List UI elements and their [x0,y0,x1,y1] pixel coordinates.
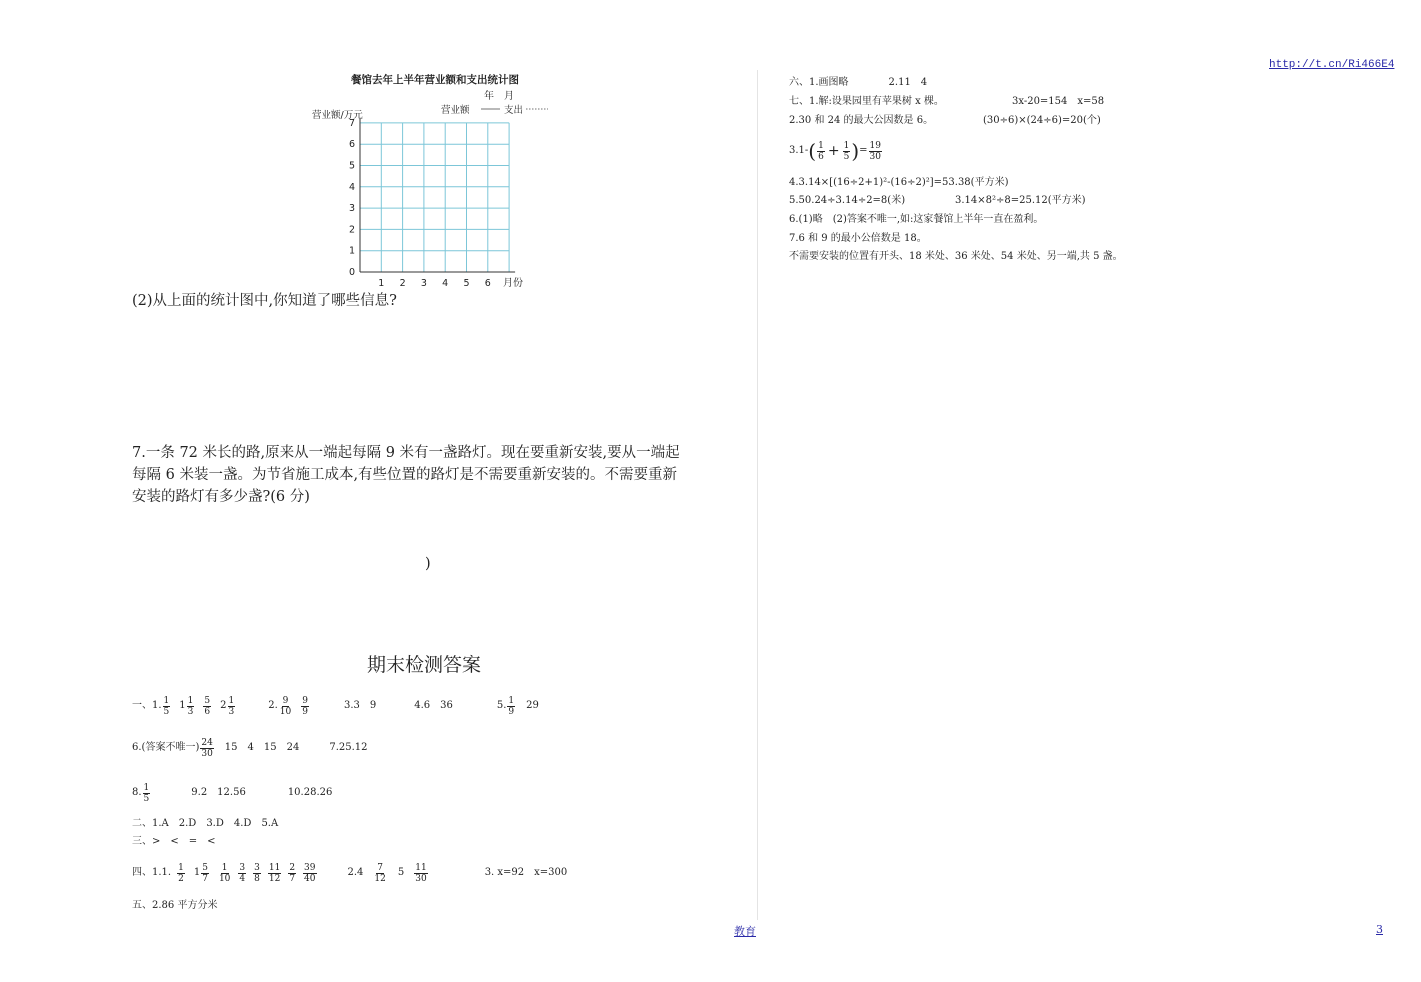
numerator: 39 [304,862,316,873]
answer-part-1-q2: 2. [268,700,278,711]
answer-part-7-q2-calc: (30÷6)×(24÷6)=20(个) [983,115,1101,126]
denominator: 7 [289,873,296,884]
denominator: 30 [415,873,427,884]
header-url-link[interactable]: http://t.cn/Ri466E4 [1269,59,1395,71]
chart-title: 餐馆去年上半年营业额和支出统计图 [351,74,519,86]
footer-link[interactable]: 教育 [734,925,756,938]
denominator: 9 [508,706,515,717]
numerator: 3 [239,862,246,873]
legend-expense-label: 支出 [504,105,524,116]
fraction [201,863,209,884]
numerator: 9 [302,695,308,706]
chart-y-axis-label: 营业额/万元 [312,110,363,121]
x-tick-label: 5 [463,278,470,289]
denominator: 5 [143,793,150,804]
answer-part-1-prefix: 一、1. [132,700,162,711]
answer-part-4-q2: 2.4 [347,867,364,878]
fraction [228,696,236,717]
fraction [414,863,427,884]
right-paren: ) [851,139,860,163]
denominator: 3 [187,706,194,717]
page-number[interactable]: 3 [1376,923,1383,936]
question-7-line-3: 安装的路灯有多少盏?(6 分) [132,489,310,505]
answer-part-4 [132,860,567,886]
fraction [203,696,211,717]
y-tick-label: 1 [348,245,355,257]
x-tick-label: 6 [484,278,491,289]
denominator: 9 [302,706,308,717]
y-tick-label: 5 [348,160,355,172]
fraction [143,783,151,804]
plus-sign: + [827,143,840,159]
numerator: 1 [228,695,235,706]
fraction [238,863,246,884]
answer-part-7-q4: 4.3.14×[(16÷2+1)²-(16÷2)²]=53.38(平方米) [789,177,1009,188]
answer-part-7-q3 [789,138,883,164]
answer-q9: 9.2 12.56 [191,787,246,798]
answer-part-4-q2b: 5 [397,867,405,878]
fraction [288,863,296,884]
y-tick-label: 0 [348,267,355,278]
answer-part-7-q7-conclusion: 不需要安装的位置有开头、18 米处、36 米处、54 米处、另一端,共 5 盏。 [789,251,1123,262]
whole-number: 1 [193,867,201,878]
numerator: 1 [221,862,228,873]
denominator: 2 [178,873,184,884]
numerator: 5 [204,695,211,706]
denominator: 7 [202,873,208,884]
answer-part-5: 五、2.86 平方分米 [132,900,218,911]
answer-part-7-q2: 2.30 和 24 的最大公因数是 6。 [789,115,934,126]
left-paren: ( [808,139,817,163]
answer-q6-prefix: 6.(答案不唯一) [132,742,200,753]
answer-q8-prefix: 8. [132,787,142,798]
answer-part-7-q1-equation: 3x-20=154 x=58 [1012,96,1105,107]
fraction [163,696,171,717]
x-tick-label: 2 [399,278,406,289]
answer-title: 期末检测答案 [367,654,482,676]
fraction [843,141,851,162]
line-chart [300,68,560,292]
whole-number: 2 [220,700,227,711]
fraction [507,696,515,717]
answer-part-7-q3-prefix: 3.1- [789,145,809,156]
y-tick-label: 3 [348,203,355,215]
denominator: 10 [218,873,231,884]
fraction [187,696,195,717]
answer-part-1-q4: 4.6 36 [414,700,453,711]
fraction [253,863,261,884]
fraction [200,738,213,759]
answer-part-4-q3: 3. x=92 x=300 [484,867,568,878]
answer-part-1-q5: 5. [496,700,507,711]
fraction [373,863,386,884]
legend-revenue-label: 营业额 [441,105,470,116]
numerator: 1 [508,695,515,706]
numerator: 2 [289,862,296,873]
fraction [303,863,316,884]
numerator: 19 [869,140,881,151]
denominator: 12 [374,873,386,884]
denominator: 5 [163,706,170,717]
denominator: 30 [201,748,213,759]
chart-x-axis-label: 月份 [503,278,523,289]
whole-number: 1 [179,700,186,711]
denominator: 6 [818,151,824,162]
chart-date-label: 年 月 [484,91,514,102]
denominator: 12 [268,873,281,884]
answer-part-1 [132,693,539,719]
answer-part-4-prefix: 四、1.1. [132,867,172,878]
numerator: 1 [843,140,850,151]
fraction [268,863,281,884]
fraction [177,863,185,884]
fraction [301,696,309,717]
question-6-2: (2)从上面的统计图中,你知道了哪些信息? [132,293,397,309]
answer-part-7-q1: 七、1.解:设果园里有苹果树 x 棵。 [789,96,944,107]
numerator: 3 [254,862,260,873]
answer-part-7-q7: 7.6 和 9 的最小公倍数是 18。 [789,233,927,244]
denominator: 30 [869,151,881,162]
denominator: 3 [228,706,235,717]
answer-part-1-q3: 3.3 9 [343,700,377,711]
y-tick-label: 2 [348,224,355,236]
numerator: 1 [163,695,170,706]
answer-part-6: 六、1.画图略 2.11 4 [789,77,928,88]
answer-q8 [132,780,332,806]
x-tick-label: 1 [378,278,385,289]
fraction [279,696,292,717]
numerator: 7 [377,862,383,873]
answer-q7: 7.25.12 [329,742,368,753]
numerator: 1 [187,695,194,706]
answer-part-7-q5-area: 3.14×8²÷8=25.12(平方米) [955,195,1086,206]
stray-paren: ) [425,556,431,572]
answer-part-7-q6: 6.(1)略 (2)答案不唯一,如:这家餐馆上半年一直在盈利。 [789,214,1044,225]
y-tick-label: 7 [348,117,355,129]
numerator: 9 [282,695,289,706]
denominator: 8 [254,873,260,884]
numerator: 11 [268,862,281,873]
answer-q10: 10.28.26 [287,787,333,798]
denominator: 6 [204,706,211,717]
numerator: 1 [818,140,824,151]
numerator: 5 [202,862,208,873]
numerator: 1 [178,862,184,873]
equals-sign: = [859,145,868,156]
x-tick-label: 3 [420,278,427,289]
answer-part-1-q5b: 29 [526,700,539,711]
numerator: 11 [415,862,427,873]
y-tick-label: 6 [348,139,355,151]
answer-part-7-q5: 5.50.24÷3.14÷2=8(米) [789,195,906,206]
fraction [817,141,825,162]
answer-q6 [132,735,368,761]
x-tick-label: 4 [442,278,449,289]
denominator: 40 [304,873,316,884]
question-7-line-1: 7.一条 72 米长的路,原来从一端起每隔 9 米有一盏路灯。现在要重新安装,要从一端起 [132,445,680,461]
page-divider [757,70,758,920]
numerator: 24 [201,737,213,748]
numerator: 1 [143,782,150,793]
denominator: 5 [843,151,850,162]
answer-part-3: 三、> < = < [132,836,216,847]
question-7-line-2: 每隔 6 米装一盏。为节省施工成本,有些位置的路灯是不需要重新安装的。不需要重新 [132,467,678,483]
y-tick-label: 4 [348,181,355,193]
denominator: 10 [279,706,292,717]
answer-q6-rest: 15 4 15 24 [224,742,300,753]
denominator: 4 [239,873,246,884]
fraction [218,863,231,884]
answer-part-2: 二、1.A 2.D 3.D 4.D 5.A [132,818,279,829]
fraction [869,141,882,162]
